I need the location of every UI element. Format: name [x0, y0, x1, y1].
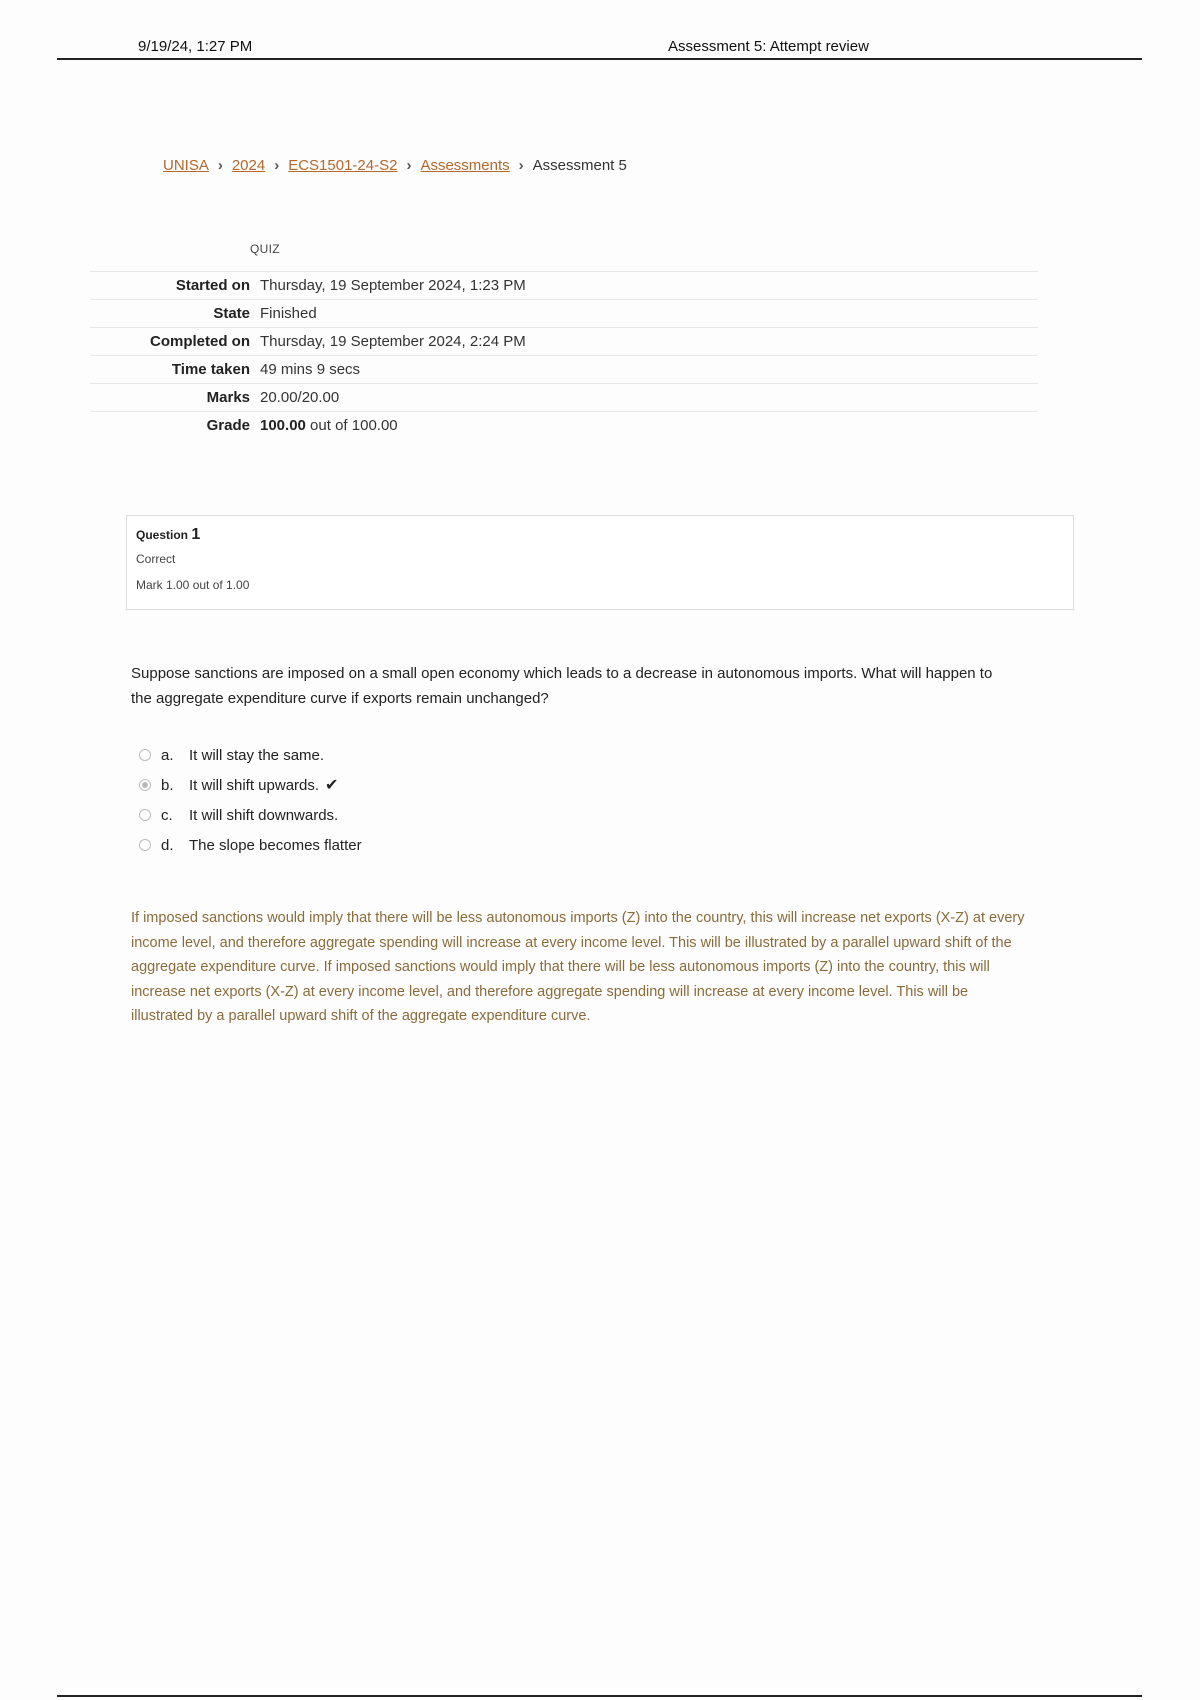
summary-value: Thursday, 19 September 2024, 1:23 PM [260, 277, 526, 294]
question-state: Correct [136, 552, 176, 566]
radio-button-selected[interactable] [139, 779, 151, 791]
answer-option-a[interactable] [139, 740, 362, 770]
summary-label: Completed on [150, 333, 250, 350]
summary-label: Started on [175, 277, 250, 294]
question-number [136, 526, 1064, 544]
answer-list [139, 740, 362, 860]
answer-option-d[interactable] [139, 830, 362, 860]
question-label: Question [136, 528, 189, 542]
summary-label: Time taken [171, 361, 250, 378]
answer-letter: d. [161, 836, 174, 854]
answer-text: The slope becomes flatter [189, 836, 362, 854]
breadcrumb-link-year[interactable]: 2024 [231, 157, 266, 174]
attempt-summary-table [90, 271, 1038, 440]
radio-button[interactable] [139, 749, 151, 761]
summary-value: Thursday, 19 September 2024, 2:24 PM [260, 333, 526, 350]
radio-button[interactable] [139, 839, 151, 851]
summary-row-grade [90, 412, 1038, 440]
grade-value: 100.00 [260, 417, 306, 435]
answer-letter: c. [161, 806, 173, 824]
summary-row-time-taken [90, 356, 1038, 384]
print-footer-divider [57, 1695, 1142, 1697]
quiz-label: QUIZ [250, 242, 280, 256]
summary-row-marks [90, 384, 1038, 412]
breadcrumb-current: Assessment 5 [532, 157, 627, 174]
summary-value: 20.00/20.00 [260, 389, 340, 406]
checkmark-icon: ✔ [325, 777, 339, 794]
answer-text: It will shift downwards. [189, 806, 339, 824]
question-text: Suppose sanctions are imposed on a small open economy which leads to a decrease in autonomous imports. What will happen to the aggregate expenditure curve if exports remain unchanged? [131, 665, 993, 707]
summary-label: Grade [206, 417, 250, 435]
print-header [57, 36, 1142, 60]
chevron-right-icon: › [518, 157, 524, 174]
general-feedback: If imposed sanctions would imply that there will be less autonomous imports (Z) into the country, this will increase net exports (X-Z) at every income level, and therefore aggregate spending will increase at every income level. This will be illustrated by a parallel upward shift of the aggregate expenditure curve. If imposed sanctions would imply that there will be less autonomous imports (Z) into the country, this will increase net exports (X-Z) at every income level, and therefore aggregate spending will increase at every income level. This will be illustrated by a parallel upward shift of the aggregate expenditure curve. [131, 910, 1025, 1024]
answer-text: It will shift upwards. [189, 776, 320, 794]
answer-option-c[interactable] [139, 800, 362, 830]
answer-letter: b. [161, 776, 174, 794]
print-date: 9/19/24, 1:27 PM [138, 38, 253, 55]
radio-button[interactable] [139, 809, 151, 821]
answer-text: It will stay the same. [189, 746, 325, 764]
breadcrumb-link-unisa[interactable]: UNISA [163, 157, 209, 174]
breadcrumb-link-assessments[interactable]: Assessments [420, 157, 510, 174]
breadcrumb [163, 157, 627, 174]
grade-out-of: out of 100.00 [305, 417, 398, 435]
summary-label: Marks [206, 389, 250, 406]
question-number-value: 1 [191, 526, 201, 543]
summary-row-state [90, 300, 1038, 328]
chevron-right-icon: › [406, 157, 412, 174]
summary-value: 49 mins 9 secs [260, 361, 361, 378]
summary-value [260, 412, 1038, 440]
question-mark: Mark 1.00 out of 1.00 [136, 578, 250, 592]
answer-option-b[interactable] [139, 770, 362, 800]
summary-label: State [213, 305, 250, 322]
answer-letter: a. [161, 746, 174, 764]
print-page-title: Assessment 5: Attempt review [668, 38, 869, 55]
summary-value: Finished [260, 305, 317, 322]
chevron-right-icon: › [217, 157, 223, 174]
summary-row-started [90, 272, 1038, 300]
summary-row-completed [90, 328, 1038, 356]
chevron-right-icon: › [274, 157, 280, 174]
breadcrumb-link-course[interactable]: ECS1501-24-S2 [288, 157, 398, 174]
question-info-box [126, 515, 1074, 610]
